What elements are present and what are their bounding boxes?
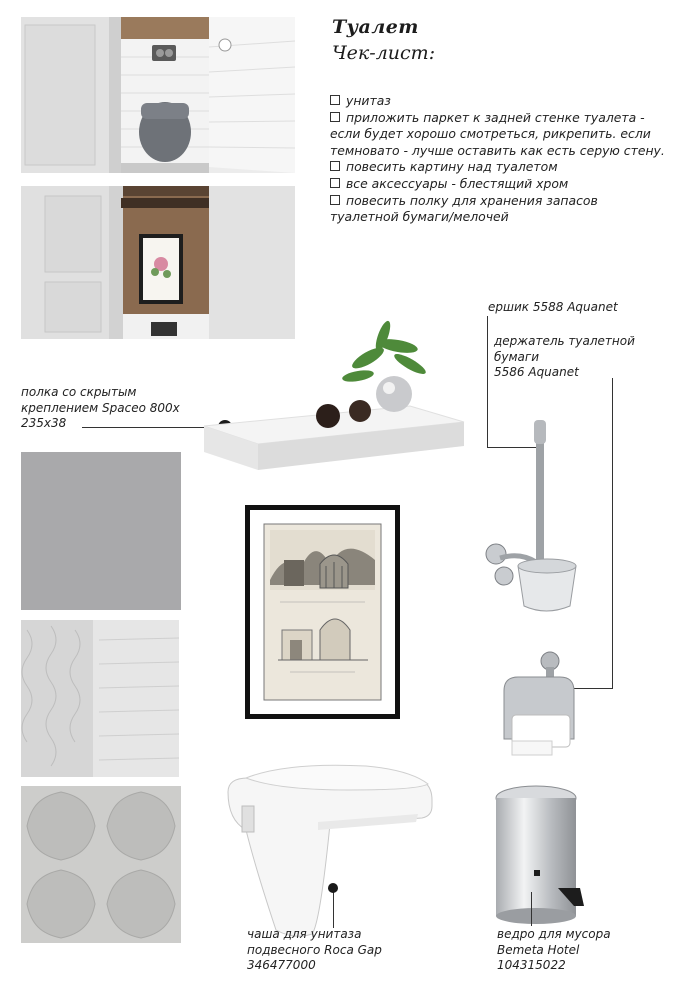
checkbox-icon[interactable] <box>330 178 340 188</box>
checklist-item <box>330 110 670 160</box>
checklist-item-text: унитаз <box>346 93 391 108</box>
toilet-bowl-image <box>222 758 440 938</box>
holder-leader-line <box>612 378 613 688</box>
checklist-item-text: приложить паркет к задней стенке туалета - если будет хорошо смотреться, рикрепить. если темновато - лучше оставить как есть серую стену. <box>330 109 665 158</box>
page-subtitle: Чек-лист: <box>332 42 436 64</box>
checkbox-icon[interactable] <box>330 112 340 122</box>
bowl-leader-line <box>333 888 334 928</box>
bin-label-line: ведро для мусора <box>497 927 611 941</box>
checklist-item-text: повесить картину над туалетом <box>346 159 558 175</box>
checklist-item <box>330 159 670 176</box>
bin-label <box>497 927 611 974</box>
shelf-label-line: полка со скрытым <box>21 385 137 399</box>
checklist-item-text: повесить полку для хранения запасов туалетной бумаги/мелочей <box>330 192 598 225</box>
checklist-item <box>330 176 670 193</box>
checklist-item-text: все аксессуары - блестящий хром <box>346 175 569 191</box>
holder-label-line: держатель туалетной <box>494 334 635 348</box>
toilet-brush-image <box>480 418 580 616</box>
white-tile-swatch <box>21 620 179 777</box>
bin-leader-line <box>531 892 532 926</box>
holder-label <box>494 334 635 381</box>
checkbox-icon[interactable] <box>330 195 340 205</box>
bowl-leader-dot <box>328 883 338 893</box>
checkbox-icon[interactable] <box>330 161 340 171</box>
bin-label-line: Bemeta Hotel <box>497 942 580 957</box>
shelf-label-line: креплением Spaceo 800x <box>21 400 180 415</box>
holder-label-line: 5586 Aquanet <box>494 365 579 379</box>
trash-bin-image <box>490 784 586 926</box>
bowl-label-line: 346477000 <box>247 958 316 972</box>
checkbox-icon[interactable] <box>330 95 340 105</box>
checklist-item <box>330 93 670 110</box>
page-title: Туалет <box>332 16 419 38</box>
brush-label: ершик 5588 Aquanet <box>488 300 618 314</box>
shelf-label-line: 235x38 <box>21 416 67 430</box>
bowl-label-line: подвесного Roca Gap <box>247 942 382 957</box>
framed-engraving <box>245 505 400 719</box>
bowl-label <box>247 927 382 974</box>
shelf-image <box>198 318 466 478</box>
checklist-item <box>330 193 670 226</box>
holder-label-line: бумаги <box>494 349 540 364</box>
checklist <box>330 93 670 226</box>
toilet-paper-holder-image <box>502 651 582 757</box>
bin-label-line: 104315022 <box>497 958 566 972</box>
bowl-label-line: чаша для унитаза <box>247 927 362 941</box>
grey-wall-swatch <box>21 452 181 610</box>
floor-tile-swatch <box>21 786 181 943</box>
shelf-label <box>21 385 180 432</box>
bathroom-photo-toilet <box>21 17 295 173</box>
bathroom-photo-picture <box>21 186 295 339</box>
